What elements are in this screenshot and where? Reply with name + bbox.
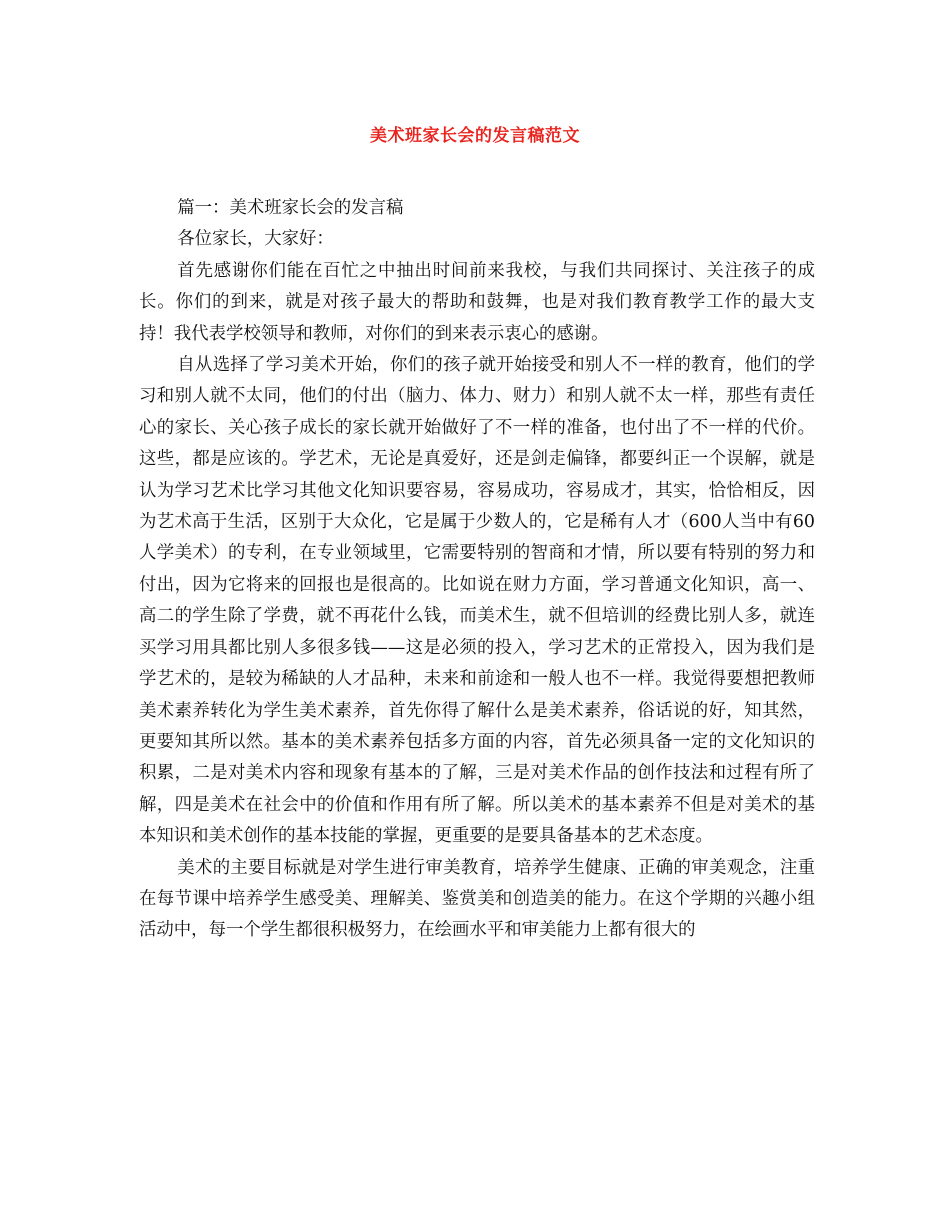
document-body xyxy=(139,193,815,947)
paragraph-aesthetic-goals: 美术的主要目标就是对学生进行审美教育，培养学生健康、正确的审美观念，注重在每节课中培养学生感受美、理解美、鉴赏美和创造美的能力。在这个学期的兴趣小组活动中，每一个学生都很积极努力，在绘画水平和审美能力上都有很大的 xyxy=(139,857,815,941)
document-title: 美术班家长会的发言稿范文 xyxy=(370,126,580,146)
paragraph-section-heading: 篇一：美术班家长会的发言稿 xyxy=(177,198,404,218)
paragraph-art-education: 自从选择了学习美术开始，你们的孩子就开始接受和别人不一样的教育，他们的学习和别人就不太同，他们的付出（脑力、体力、财力）和别人就不太一样，那些有责任心的家长、关心孩子成长的家长就开始做好了不一样的准备，也付出了不一样的代价。这些，都是应该的。学艺术，无论是真爱好，还是剑走偏锋，都要纠正一个误解，就是认为学习艺术比学习其他文化知识要容易，容易成功，容易成才，其实，恰恰相反，因为艺术高于生活，区别于大众化，它是属于少数人的，它是稀有人才（600人当中有60人学美术）的专利，在专业领域里，它需要特别的智商和才情，所以要有特别的努力和付出，因为它将来的回报也是很高的。比如说在财力方面，学习普通文化知识，高一、高二的学生除了学费，就不再花什么钱，而美术生，就不但培训的经费比别人多，就连买学习用具都比别人多很多钱——这是必须的投入，学习艺术的正常投入，因为我们是学艺术的，是较为稀缺的人才品种，未来和前途和一般人也不一样。我觉得要想把教师美术素养转化为学生美术素养，首先你得了解什么是美术素养，俗话说的好，知其然，更要知其所以然。基本的美术素养包括多方面的内容，首先必须具备一定的文化知识的积累，二是对美术内容和现象有基本的了解，三是对美术作品的创作技法和过程有所了解，四是美术在社会中的价值和作用有所了解。所以美术的基本素养不但是对美术的基本知识和美术创作的基本技能的掌握，更重要的是要具备基本的艺术态度。 xyxy=(139,355,815,847)
paragraph-thanks: 首先感谢你们能在百忙之中抽出时间前来我校，与我们共同探讨、关注孩子的成长。你们的到来，就是对孩子最大的帮助和鼓舞，也是对我们教育教学工作的最大支持！我代表学校领导和教师，对你们的到来表示衷心的感谢。 xyxy=(139,260,815,344)
paragraph-greeting: 各位家长，大家好： xyxy=(177,229,334,250)
